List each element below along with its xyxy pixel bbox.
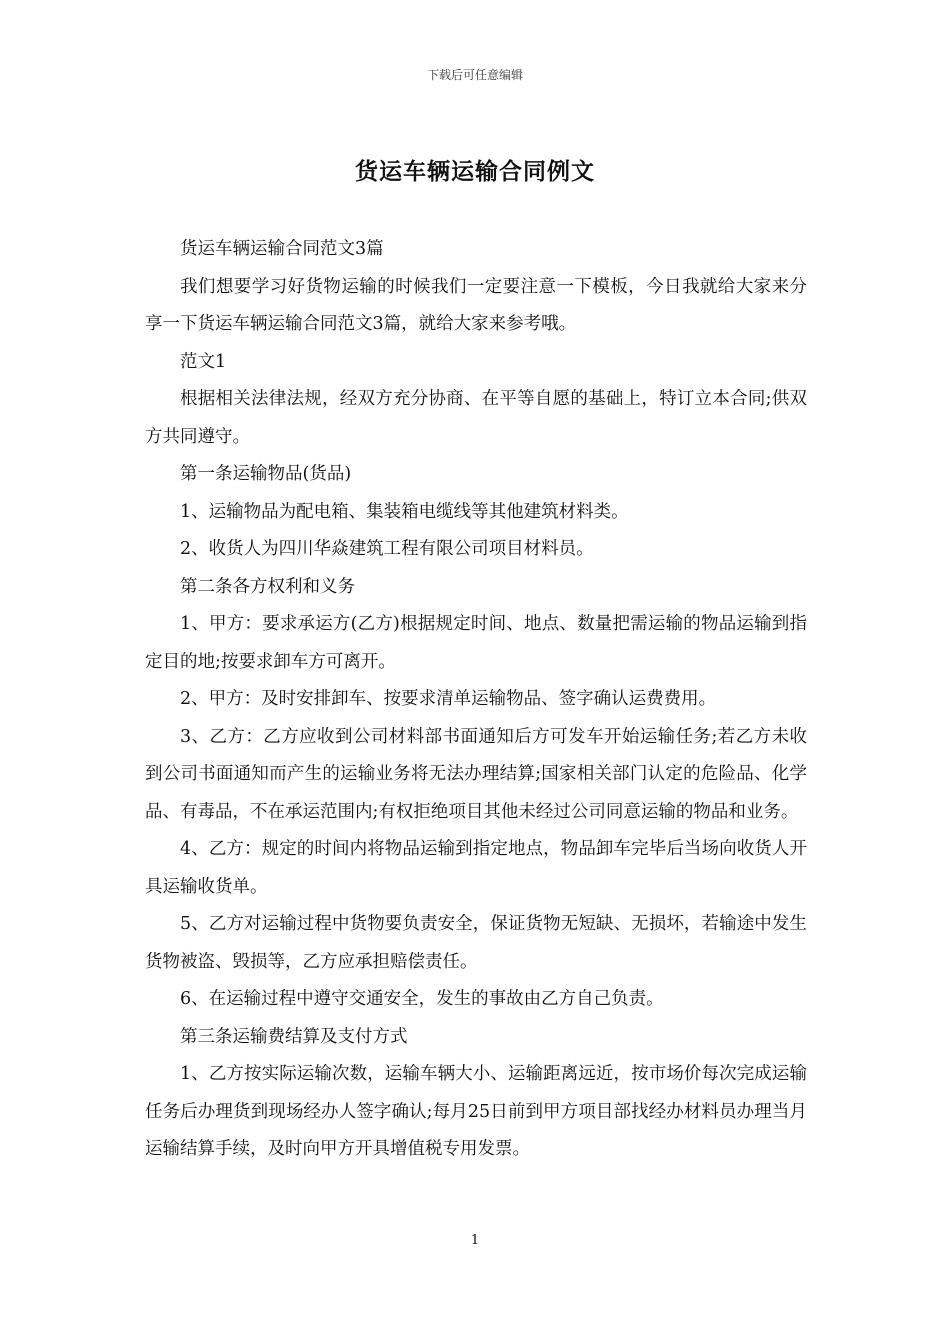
paragraph: 1、乙方按实际运输次数，运输车辆大小、运输距离远近，按市场价每次完成运输任务后办理货到现场经办人签字确认;每月25日前到甲方项目部找经办材料员办理当月运输结算手续，及时向甲方开具增值税专用发票。	[145, 1064, 807, 1159]
paragraph: 我们想要学习好货物运输的时候我们一定要注意一下模板，今日我就给大家来分享一下货运车辆运输合同范文3篇，就给大家来参考哦。	[145, 276, 807, 334]
section-heading: 第一条运输物品(货品)	[180, 464, 352, 484]
paragraph: 1、甲方：要求承运方(乙方)根据规定时间、地点、数量把需运输的物品运输到指定目的地;按要求卸车方可离开。	[145, 614, 807, 672]
document-title: 货运车辆运输合同例文	[355, 158, 595, 185]
paragraph: 3、乙方：乙方应收到公司材料部书面通知后方可发车开始运输任务;若乙方未收到公司书面通知而产生的运输业务将无法办理结算;国家相关部门认定的危险品、化学品、有毒品，不在承运范围内;有权拒绝项目其他未经过公司同意运输的物品和业务。	[145, 726, 807, 822]
document-body	[145, 231, 807, 1169]
paragraph: 4、乙方：规定的时间内将物品运输到指定地点，物品卸车完毕后当场向收货人开具运输收货单。	[145, 839, 807, 897]
paragraph: 范文1	[180, 351, 227, 372]
paragraph: 货运车辆运输合同范文3篇	[180, 239, 384, 259]
paragraph: 1、运输物品为配电箱、集装箱电缆线等其他建筑材料类。	[180, 501, 629, 522]
section-heading: 第三条运输费结算及支付方式	[180, 1026, 408, 1047]
paragraph: 2、甲方：及时安排卸车、按要求清单运输物品、签字确认运费费用。	[180, 689, 717, 709]
paragraph: 5、乙方对运输过程中货物要负责安全，保证货物无短缺、无损坏，若输途中发生货物被盗、毁损等，乙方应承担赔偿责任。	[145, 914, 807, 972]
paragraph: 根据相关法律法规，经双方充分协商、在平等自愿的基础上，特订立本合同;供双方共同遵守。	[145, 389, 807, 447]
page-header: 下载后可任意编辑	[426, 68, 523, 82]
page-number: 1	[470, 1233, 480, 1248]
paragraph: 6、在运输过程中遵守交通安全，发生的事故由乙方自己负责。	[180, 989, 664, 1009]
paragraph: 2、收货人为四川华焱建筑工程有限公司项目材料员。	[180, 539, 594, 559]
section-heading: 第二条各方权利和义务	[180, 576, 355, 597]
